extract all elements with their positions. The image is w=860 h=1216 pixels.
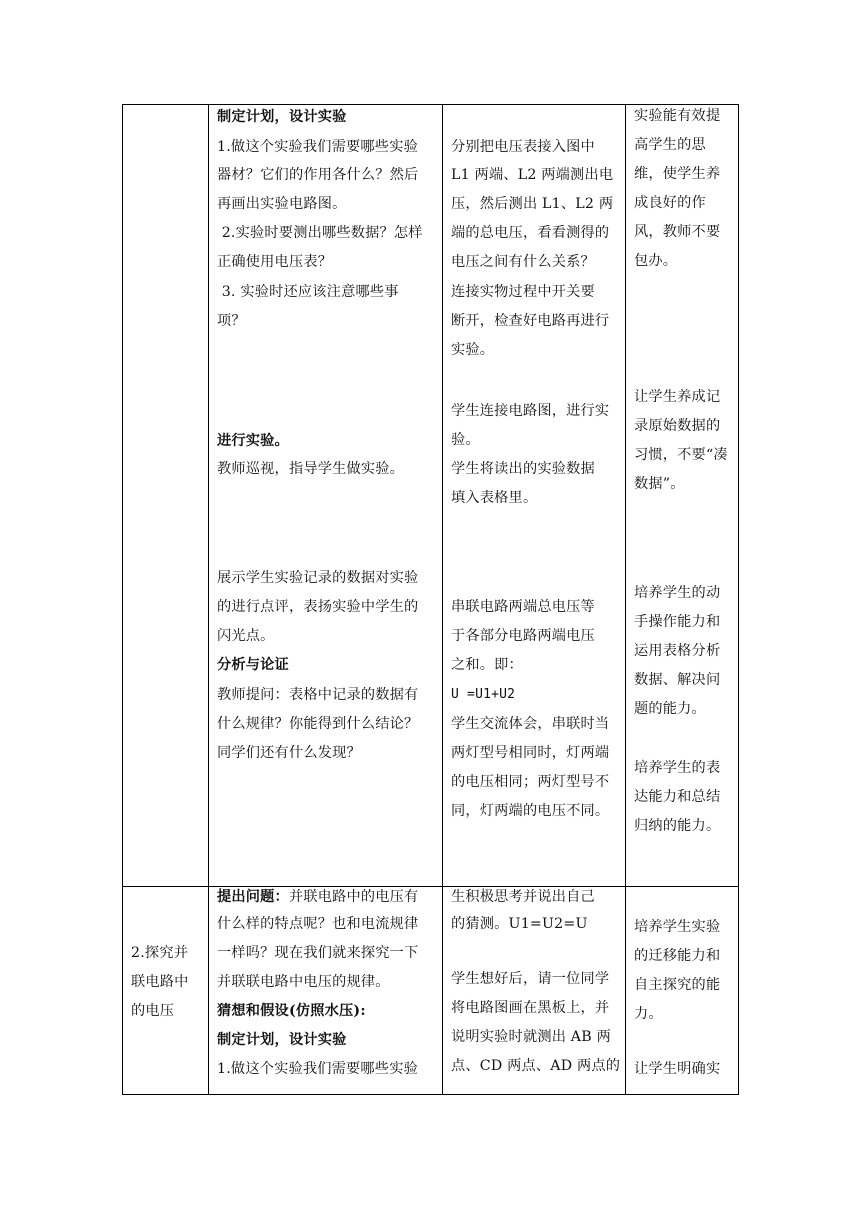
- text-line: 展示学生实验记录的数据对实验: [217, 570, 419, 586]
- text-line: 录原始数据的: [634, 418, 721, 434]
- text-line: 力。: [634, 1006, 663, 1022]
- text-line: 学生连接电路图，进行实: [451, 403, 610, 419]
- text-line: 同学们还有什么发现？: [217, 745, 361, 761]
- formula: U =U1+U2: [451, 687, 516, 702]
- text-line: 将电路图画在黑板上，并: [451, 1000, 610, 1016]
- text-line: 维，使学生养: [634, 166, 721, 182]
- text-line: 实验能有效提: [634, 108, 721, 124]
- text-line: 培养学生的表: [634, 760, 721, 776]
- text-line: 同，灯两端的电压不同。: [451, 803, 610, 819]
- text-line: 3. 实验时还应该注意哪些事: [217, 284, 399, 300]
- section-heading: 制定计划，设计实验: [217, 1032, 347, 1048]
- text-line: 培养学生的动: [634, 585, 721, 601]
- text-line: 压，然后测出 L1、L2 两: [451, 196, 614, 212]
- text-line: 1.做这个实验我们需要哪些实验: [217, 1061, 418, 1077]
- section-heading: 猜想和假设(仿照水压):: [217, 1003, 366, 1019]
- text-line: 培养学生实验: [634, 919, 721, 935]
- text-line: 教师提问：表格中记录的数据有: [217, 687, 419, 703]
- text-line: 断开，检查好电路再进行: [451, 313, 610, 329]
- text-line: 归纳的能力。: [634, 818, 721, 834]
- text-line: 一样吗？现在我们就来探究一下: [217, 945, 419, 961]
- text-line: 的进行点评，表扬实验中学生的: [217, 599, 419, 615]
- text-line: 验。: [451, 432, 480, 448]
- text-line: 数据”。: [634, 476, 685, 492]
- section-heading: 分析与论证: [217, 657, 289, 673]
- teacher-activity-cell: [209, 887, 443, 1095]
- text-line: 分别把电压表接入图中: [451, 139, 595, 155]
- text-line: 填入表格里。: [451, 490, 538, 506]
- text-line: 让学生养成记: [634, 389, 721, 405]
- text-line: 生积极思考并说出自己: [451, 889, 595, 905]
- stage-cell: [123, 887, 209, 1095]
- text-line: 连接实物过程中开关要: [451, 284, 595, 300]
- text-line: 正确使用电压表？: [217, 254, 333, 270]
- text-line: 什么样的特点呢？也和电流规律: [217, 916, 419, 932]
- stage-label: 2.探究并: [131, 945, 189, 961]
- table-row: [123, 887, 739, 1095]
- text-line: [217, 887, 418, 907]
- teacher-activity-cell: [209, 105, 443, 887]
- text-line: 器材？它们的作用各什么？然后: [217, 167, 419, 183]
- text-line: 手操作能力和: [634, 614, 721, 630]
- text-line: 题的能力。: [634, 701, 706, 717]
- text-line: 高学生的思: [634, 137, 706, 153]
- text-line: 让学生明确实: [634, 1061, 721, 1077]
- text-line: 再画出实验电路图。: [217, 196, 347, 212]
- text-line: 的电压相同；两灯型号不: [451, 774, 610, 790]
- text-line: 什么规律？你能得到什么结论？: [217, 716, 419, 732]
- table-row: [123, 105, 739, 887]
- design-intent-cell: [626, 887, 739, 1095]
- text-line: 并联联电路中电压的规律。: [217, 974, 390, 990]
- text-line: 包办。: [634, 253, 678, 269]
- text-line: 成良好的作: [634, 195, 706, 211]
- text-line: 数据、解决问: [634, 672, 721, 688]
- text-line: 的迁移能力和: [634, 948, 721, 964]
- text-line: 习惯，不要“凑: [634, 447, 728, 463]
- design-intent-cell: [626, 105, 739, 887]
- lesson-plan-table: [122, 104, 739, 1095]
- section-heading: 进行实验。: [217, 433, 289, 449]
- student-activity-cell: [443, 105, 626, 887]
- stage-label: 的电压: [131, 1003, 175, 1019]
- text-line: 电压之间有什么关系？: [451, 254, 595, 270]
- text-line: 之和。即：: [451, 657, 523, 673]
- text-line: 点、CD 两点、AD 两点的: [451, 1058, 621, 1074]
- text-line: 学生将读出的实验数据: [451, 461, 595, 477]
- text-line: 达能力和总结: [634, 789, 721, 805]
- section-heading: 提出问题：: [217, 889, 289, 905]
- text-line: 1.做这个实验我们需要哪些实验: [217, 139, 418, 155]
- text-line: 2.实验时要测出哪些数据？怎样: [217, 225, 423, 241]
- text-line: 学生想好后，请一位同学: [451, 971, 610, 987]
- stage-label: 联电路中: [131, 974, 189, 990]
- section-heading: 制定计划，设计实验: [217, 109, 347, 125]
- text-line: 的猜测。U1=U2=U: [451, 916, 588, 932]
- text-line: 教师巡视，指导学生做实验。: [217, 461, 405, 477]
- text-line: 运用表格分析: [634, 643, 721, 659]
- text-line: 并联电路中的电压有: [288, 889, 419, 905]
- text-line: 说明实验时就测出 AB 两: [451, 1029, 611, 1045]
- text-line: 实验。: [451, 342, 495, 358]
- text-line: 风，教师不要: [634, 224, 721, 240]
- text-line: L1 两端、L2 两端测出电: [451, 167, 614, 183]
- text-line: 学生交流体会，串联时当: [451, 716, 610, 732]
- text-line: 闪光点。: [217, 628, 275, 644]
- text-line: 于各部分电路两端电压: [451, 628, 595, 644]
- student-activity-cell: [443, 887, 626, 1095]
- stage-cell: [123, 105, 209, 887]
- text-line: 两灯型号相同时，灯两端: [451, 745, 610, 761]
- text-line: 端的总电压，看看测得的: [451, 225, 610, 241]
- text-line: 自主探究的能: [634, 977, 721, 993]
- text-line: 项？: [217, 313, 246, 329]
- text-line: 串联电路两端总电压等: [451, 599, 595, 615]
